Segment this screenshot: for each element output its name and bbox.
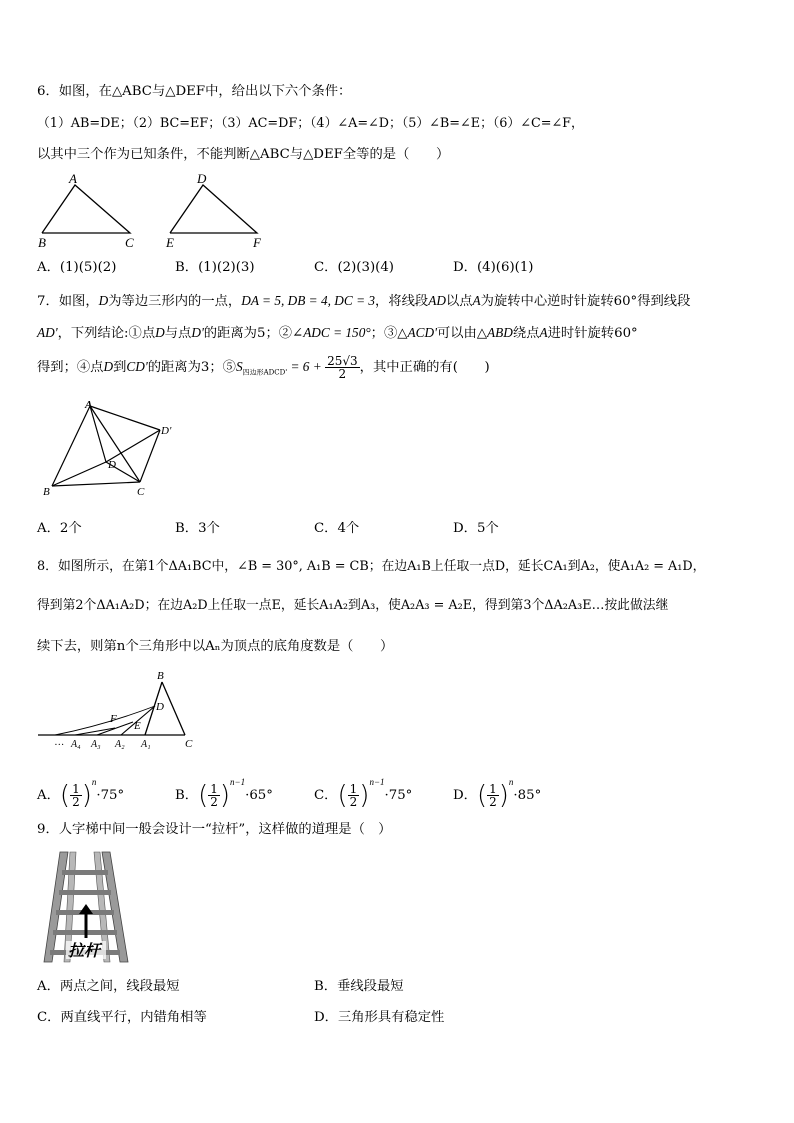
triangle-def	[170, 185, 257, 233]
q8-line2: 得到第2个ΔA₁A₂D；在边A₂D上任取一点E，延长A₁A₂到A₃，使A₂A₃ = A₂E，得到第3个ΔA₂A₃E…按此做法继	[37, 598, 669, 613]
q9-option-d[interactable]: D．三角形具有稳定性	[314, 1010, 445, 1025]
label-a4: A₄	[71, 739, 81, 750]
label-d: D	[108, 459, 116, 471]
label-b: B	[157, 670, 164, 682]
q8-option-d[interactable]: D．( $\frac{1}{2}$ )$^n$·85°	[453, 777, 542, 811]
label-dots: …	[55, 737, 64, 748]
label-e: E	[166, 235, 174, 250]
q6-conditions: （1）AB=DE；（2）BC=EF；（3）AC=DF；（4）∠A=∠D；（5）∠B=∠E；（6）∠C=∠F，	[37, 116, 584, 131]
q9-stem: 9．人字梯中间一般会设计一“拉杆”，这样做的道理是（ ）	[37, 822, 392, 837]
label-c: C	[137, 486, 145, 498]
q9-ladder-figure	[40, 850, 140, 970]
q7-option-d[interactable]: D．5个	[453, 521, 499, 536]
q9-option-b[interactable]: B．垂线段最短	[314, 979, 404, 994]
q7-option-b[interactable]: B．3个	[175, 521, 220, 536]
label-d: D	[156, 701, 164, 713]
q6-stem: 6．如图，在△ABC与△DEF中，给出以下六个条件：	[37, 84, 352, 99]
q7-line1: 7．如图，D为等边三形内的一点，DA = 5, DB = 4, DC = 3，将线段AD以点A为旋转中心逆时针旋转60°得到线段	[37, 293, 691, 309]
q8-line1: 8．如图所示，在第1个ΔA₁BC中，∠B = 30°, A₁B = CB；在边A₁B上任取一点D，延长CA₁到A₂，使A₁A₂ = A₁D，	[37, 559, 706, 574]
label-f: F	[253, 235, 261, 250]
label-f: F	[110, 713, 117, 725]
label-d: D	[197, 171, 207, 186]
q7-option-a[interactable]: A．2个	[37, 521, 82, 536]
triangle-abc	[42, 185, 130, 233]
q7-option-c[interactable]: C．4个	[314, 521, 360, 536]
q6-option-d[interactable]: D．(4)(6)(1)	[453, 260, 534, 275]
label-a3: A₃	[91, 739, 101, 750]
label-b: B	[38, 235, 46, 250]
label-a: A	[85, 399, 93, 411]
q8-option-a[interactable]: A．( $\frac{1}{2}$ )$^n$·75°	[37, 777, 125, 811]
label-a1: A₁	[141, 739, 151, 750]
label-b: B	[43, 486, 50, 498]
q7-line2: AD'，下列结论:①点D与点D'的距离为5；②∠ADC = 150°；③△ACD'可以由△ABD绕点A进时针旋转60°	[37, 325, 638, 341]
label-a: A	[69, 171, 77, 186]
label-c: C	[125, 235, 134, 250]
q6-option-c[interactable]: C．(2)(3)(4)	[314, 260, 394, 275]
label-e: E	[134, 720, 141, 732]
q8-option-c[interactable]: C．( $\frac{1}{2}$ )$^{n-1}$·75°	[314, 777, 413, 811]
q7-line3: 得到；④点D到CD'的距离为3；$⑤S_{四边形ADCD'} = 6$ + $\frac{25√3}{2}$ ，其中正确的有( )	[37, 354, 490, 381]
q7-figure	[40, 398, 190, 503]
q6-figure	[35, 170, 315, 250]
q9-option-c[interactable]: C．两直线平行，内错角相等	[37, 1010, 207, 1025]
q8-figure	[35, 670, 205, 750]
q6-question: 以其中三个作为已知条件，不能判断△ABC与△DEF全等的是（ ）	[37, 147, 450, 162]
ladder-label: 拉杆	[68, 941, 101, 960]
q6-option-a[interactable]: A．(1)(5)(2)	[37, 260, 117, 275]
q8-option-b[interactable]: B．( $\frac{1}{2}$ )$^{n-1}$·65°	[175, 777, 273, 811]
label-c: C	[185, 738, 193, 750]
label-a2: A₂	[115, 739, 125, 750]
label-d-prime: D'	[161, 425, 172, 437]
q9-option-a[interactable]: A．两点之间，线段最短	[37, 979, 180, 994]
q6-option-b[interactable]: B．(1)(2)(3)	[175, 260, 255, 275]
q8-line3: 续下去，则第n个三角形中以Aₙ为顶点的底角度数是（ ）	[37, 639, 394, 654]
